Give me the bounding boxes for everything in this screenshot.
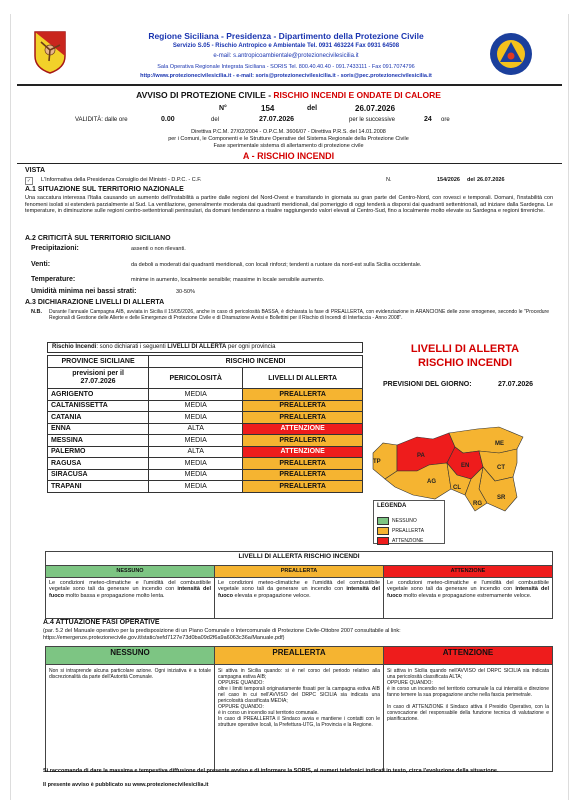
footer-line-2: Il presente avviso è pubblicato su www.protezionecivilesicilia.it: [43, 782, 209, 788]
province-name: CALTANISSETTA: [48, 400, 149, 412]
a3-nb-text: Durante l'annuale Campagna AIB, avviata in Sicilia il 15/05/2026, anche in caso di pericolosità BASSA, è dichiarata la fase di PREALLERTA, con evidenziazione in ARANCIONE delle zone omogenee, secondo le "Procedure Regionali di Gestione delle Allerte e delle Emergenze di Protezione Civile e di Diramazione Avvisi e Bollettini per il Rischio di Incendi di Interfaccia - Anno 2008".: [49, 309, 549, 321]
avviso-del-label: del: [307, 105, 318, 112]
livelli-desc-post: molto elevata e propagazione estremamente veloce.: [401, 592, 532, 599]
rischio-line-text: : sono dichiarati i seguenti: [96, 344, 168, 350]
rischio-line-suffix: per ogni provincia: [226, 344, 276, 350]
map-label-pa: PA: [417, 453, 425, 459]
rischio-line: [47, 342, 363, 353]
validita-label: VALIDITÀ: dalle ore: [75, 117, 128, 123]
document-sheet: [10, 14, 569, 800]
province-name: ENNA: [48, 423, 149, 435]
panel-previsioni-label: PREVISIONI DEL GIORNO:: [383, 381, 472, 388]
a4-title: A.4 ATTUAZIONE FASI OPERATIVE: [43, 619, 160, 626]
province-name: AGRIGENTO: [48, 389, 149, 401]
livelli-desc-post: elevata e propagazione veloce.: [232, 592, 311, 599]
map-legend: [373, 500, 445, 544]
province-row: [48, 446, 363, 458]
province-row: [48, 412, 363, 424]
livelli-title: LIVELLI DI ALLERTA RISCHIO INCENDI: [46, 552, 553, 566]
legend-item: [377, 532, 424, 544]
livelli-desc: [46, 577, 215, 618]
fasi-text: Non si intraprende alcuna particolare azione. Ogni iniziativa è a totale discrezionalità da parte dell'Autorità Comunale.: [46, 665, 215, 772]
vista-text: L'Informativa della Presidenza Consiglio dei Ministri - D.P.C. - C.F.: [41, 177, 202, 183]
province-pericolosita: ALTA: [149, 423, 243, 435]
fasi-header: PREALLERTA: [215, 647, 384, 665]
a2-value-venti: da deboli a moderati dai quadranti meridionali, con locali rinforzi; tendenti a ruotare da nord-est sulla Sicilia occidentale.: [131, 262, 422, 268]
provinces-table: [47, 355, 363, 493]
province-livello: ATTENZIONE: [243, 423, 363, 435]
vista-del-label: del: [467, 177, 475, 183]
header-sala: Sala Operativa Regionale Integrata Siciliana - SORIS Tel. 800.40.40.40 - 091.7433111 - Fax 091.7074796: [157, 64, 415, 70]
header-title: Regione Siciliana - Presidenza - Dipartimento della Protezione Civile: [148, 31, 424, 41]
header-email[interactable]: e-mail: s.antropicoambientale@protezionecivilesicilia.it: [213, 53, 359, 59]
livelli-desc-bold: intensità del fuoco: [49, 586, 211, 599]
a1-text: Una saccatura interessa l'Italia causando un aumento dell'instabilità a partire dalle regioni del Nord-Ovest e transitando in giornata su gran parte del Centro-Nord, con rovesci e temporali. Domani, l'instabilità con fenomeni isolati si estenderà parzialmente al Sud. La ventilazione, generalmente moderata dai quadranti meridionali, dal pomeriggio di oggi tenderà a disporsi dai quadranti settentrionali, ad iniziare dalla Sardegna. Le temperature, in diminuzione sulle regioni centro-settentrionali peninsulari, da domani tenderanno a risalire raggiungendo valori elevati al Centro-Sud, fino a localmente molto elevate su Sardegna e regioni tirreniche.: [25, 195, 553, 214]
vista-label: VISTA: [25, 167, 46, 174]
panel-title-2: RISCHIO INCENDI: [417, 357, 513, 369]
a4-sub: (par. 5.2 del Manuale operativo per la predisposizione di un Piano Comunale o Intercomunale di Protezione Civile-Ottobre 2007 consultabile al link:: [43, 628, 401, 634]
a3-nb-label: N.B.: [31, 309, 42, 315]
header-divider: [17, 84, 562, 86]
th-previsioni-label: previsioni per il: [72, 370, 124, 377]
regione-sicilia-logo: [33, 30, 67, 74]
livelli-table: [45, 551, 553, 619]
avviso-n-label: N°: [219, 105, 227, 112]
livelli-desc-pre: Le condizioni meteo-climatiche e l'umidità del combustibile vegetale sono tali da generare un incendio con: [387, 579, 549, 592]
section-divider: [17, 163, 562, 164]
th-previsioni-date: 27.07.2026: [80, 378, 116, 385]
province-name: TRAPANI: [48, 481, 149, 493]
livelli-header: ATTENZIONE: [384, 566, 553, 578]
livelli-desc-bold: intensità del fuoco: [218, 586, 380, 599]
province-row: [48, 435, 363, 447]
province-pericolosita: MEDIA: [149, 458, 243, 470]
validita-dal-label: del: [211, 117, 220, 123]
vista-n-label: N.: [386, 177, 392, 183]
livelli-desc: [215, 577, 384, 618]
a2-value-precipitazioni: assenti o non rilevanti.: [131, 246, 186, 252]
map-label-ag: AG: [427, 479, 436, 485]
fasi-table: [45, 646, 553, 772]
province-livello: PREALLERTA: [243, 481, 363, 493]
panel-title-1: LIVELLI DI ALLERTA: [410, 343, 520, 355]
th-livelli: LIVELLI DI ALLERTA: [243, 368, 363, 389]
legend-title: LEGENDA: [377, 503, 407, 509]
legend-item: [377, 512, 417, 524]
a2-value-temperature: minime in aumento, localmente sensibile; massime in locale sensibile aumento.: [131, 277, 325, 283]
province-row: [48, 423, 363, 435]
province-row: [48, 400, 363, 412]
livelli-desc-post: molto bassa e propagazione molto lenta.: [63, 592, 165, 599]
th-rischio: RISCHIO INCENDI: [149, 356, 363, 368]
province-pericolosita: MEDIA: [149, 481, 243, 493]
province-row: [48, 469, 363, 481]
fasi-text: Si attiva in Sicilia quando nell'AVVISO del DRPC SICILIA sia indicata una pericolosità classificata ALTA; OPPURE QUANDO: è in corso un incendio nel territorio comunale la cui intensità e direzione fanno temere la sua propagazione anche nella fascia perimetrale. In caso di ATTENZIONE il Sindaco attiva il Presidio Operativo, con la convocazione del responsabile della funzione tecnica di valutazione e pianificazione.: [384, 665, 553, 772]
avviso-n-value: 154: [261, 104, 275, 113]
a3-title: A.3 DICHIARAZIONE LIVELLI DI ALLERTA: [25, 299, 165, 306]
livelli-desc: [384, 577, 553, 618]
province-pericolosita: MEDIA: [149, 389, 243, 401]
livelli-header: NESSUNO: [46, 566, 215, 578]
th-previsioni: [48, 368, 149, 389]
province-name: MESSINA: [48, 435, 149, 447]
province-livello: PREALLERTA: [243, 389, 363, 401]
map-label-ct: CT: [497, 465, 505, 471]
province-pericolosita: MEDIA: [149, 412, 243, 424]
direttiva-line-2: per i Comuni, le Componenti e le Strutture Operative del Sistema Regionale della Protezione Civile: [168, 136, 409, 142]
livelli-desc-pre: Le condizioni meteo-climatiche e l'umidità del combustibile vegetale sono tali da generare un incendio con: [218, 579, 380, 592]
section-a-title: A - RISCHIO INCENDI: [242, 151, 335, 161]
map-label-tp: TP: [373, 459, 381, 465]
legend-swatch: [377, 537, 389, 545]
province-row: [48, 389, 363, 401]
province-name: CATANIA: [48, 412, 149, 424]
fasi-header: NESSUNO: [46, 647, 215, 665]
avviso-del-value: 26.07.2026: [355, 104, 396, 113]
th-province: PROVINCE SICILIANE: [48, 356, 149, 368]
map-label-cl: CL: [453, 485, 461, 491]
province-pericolosita: MEDIA: [149, 400, 243, 412]
a2-label-umidita: Umidità minima nei bassi strati:: [31, 288, 137, 295]
panel-previsioni-date: 27.07.2026: [498, 381, 534, 388]
avviso-title-red: RISCHIO INCENDI E ONDATE DI CALORE: [273, 90, 441, 100]
province-livello: PREALLERTA: [243, 412, 363, 424]
province-livello: ATTENZIONE: [243, 446, 363, 458]
province-pericolosita: ALTA: [149, 446, 243, 458]
livelli-header: PREALLERTA: [215, 566, 384, 578]
validita-ore: 0.00: [161, 116, 175, 123]
validita-dal-value: 27.07.2026: [259, 116, 295, 123]
province-name: RAGUSA: [48, 458, 149, 470]
vista-del-value: 26.07.2026: [477, 177, 505, 183]
a2-label-precipitazioni: Precipitazioni:: [31, 245, 79, 252]
province-livello: PREALLERTA: [243, 458, 363, 470]
direttiva-line-1: Direttiva P.C.M. 27/02/2004 - O.P.C.M. 3606/07 - Direttiva P.R.S. del 14.01.2008: [191, 129, 386, 135]
province-livello: PREALLERTA: [243, 469, 363, 481]
legend-label: NESSUNO: [392, 517, 417, 524]
province-livello: PREALLERTA: [243, 400, 363, 412]
a2-label-venti: Venti:: [31, 261, 51, 268]
province-row: [48, 481, 363, 493]
legend-item: [377, 522, 425, 534]
fasi-header: ATTENZIONE: [384, 647, 553, 665]
a1-title: A.1 SITUAZIONE SUL TERRITORIO NAZIONALE: [25, 186, 184, 193]
region-me: [449, 427, 523, 453]
rischio-line-prefix: Rischio Incendi: [52, 344, 97, 350]
province-livello: PREALLERTA: [243, 435, 363, 447]
province-row: [48, 458, 363, 470]
fasi-text: Si attiva in Sicilia quando: si è nel corso del periodo relativo alla campagna estiva AIB; OPPURE QUANDO: oltre i limiti temporali originariamente fissati per la campagna estiva AIB nel caso in cui nell'AVVISO del DRPC SICILIA sia indicata una pericolosità classificata MEDIA; OPPURE QUANDO: è in corso un incendio sul territorio comunale. In caso di PREALLERTA il Sindaco avvia e mantiene i contatti con le strutture operative locali, la Prefettura-UTG, la Provincia e la Regione.: [215, 665, 384, 772]
avviso-title-black: AVVISO DI PROTEZIONE CIVILE -: [136, 90, 274, 100]
province-name: SIRACUSA: [48, 469, 149, 481]
direttiva-line-3: Fase sperimentale sistema di allertamento di protezione civile: [213, 143, 364, 149]
a4-link[interactable]: https://emergenze.protezionecivile.gov.it/static/sefd7127e73d0ba09d2f6a9a6063c36a/Manuale.pdf): [43, 635, 285, 641]
province-name: PALERMO: [48, 446, 149, 458]
header-servizio: Servizio S.05 - Rischio Antropico e Ambientale Tel. 0931 463224 Fax 0931 64508: [172, 43, 400, 49]
footer-line-1: Si raccomanda di dare la massima e tempestiva diffusione del presente avviso e di informare la SORIS, ai numeri telefonici indicati in testo, circa l'evoluzione della situazione.: [43, 768, 499, 774]
header-web[interactable]: http://www.protezionecivilesicilia.it - e-mail: soris@protezionecivilesicilia.it - soris@pec.protezionecivilesicilia.it: [140, 73, 432, 79]
livelli-desc-pre: Le condizioni meteo-climatiche e l'umidità del combustibile vegetale sono tali da generare un incendio con: [49, 579, 211, 592]
validita-succ-label: per le successive: [349, 117, 396, 123]
rischio-line-bold: LIVELLI DI ALLERTA: [167, 344, 227, 350]
legend-label: ATTENZIONE: [392, 537, 424, 544]
protezione-civile-logo: [489, 32, 533, 76]
legend-label: PREALLERTA: [392, 527, 425, 534]
avviso-title: [31, 90, 546, 100]
a2-label-temperature: Temperature:: [31, 276, 76, 283]
province-pericolosita: MEDIA: [149, 469, 243, 481]
th-pericolosita: PERICOLOSITÀ: [149, 368, 243, 389]
map-label-rg: RG: [473, 501, 482, 507]
vista-n-value: 154/2026: [437, 177, 460, 183]
vista-checkbox[interactable]: ✓: [26, 178, 32, 184]
map-label-sr: SR: [497, 495, 506, 501]
map-label-me: ME: [495, 441, 504, 447]
validita-ore-label: ore: [441, 117, 450, 123]
validita-succ-value: 24: [424, 116, 432, 123]
province-pericolosita: MEDIA: [149, 435, 243, 447]
a2-value-umidita: 30-50%: [176, 289, 195, 295]
a2-title: A.2 CRITICITÀ SUL TERRITORIO SICILIANO: [25, 235, 171, 242]
map-label-en: EN: [461, 463, 470, 469]
livelli-desc-bold: intensità del fuoco: [387, 586, 549, 599]
